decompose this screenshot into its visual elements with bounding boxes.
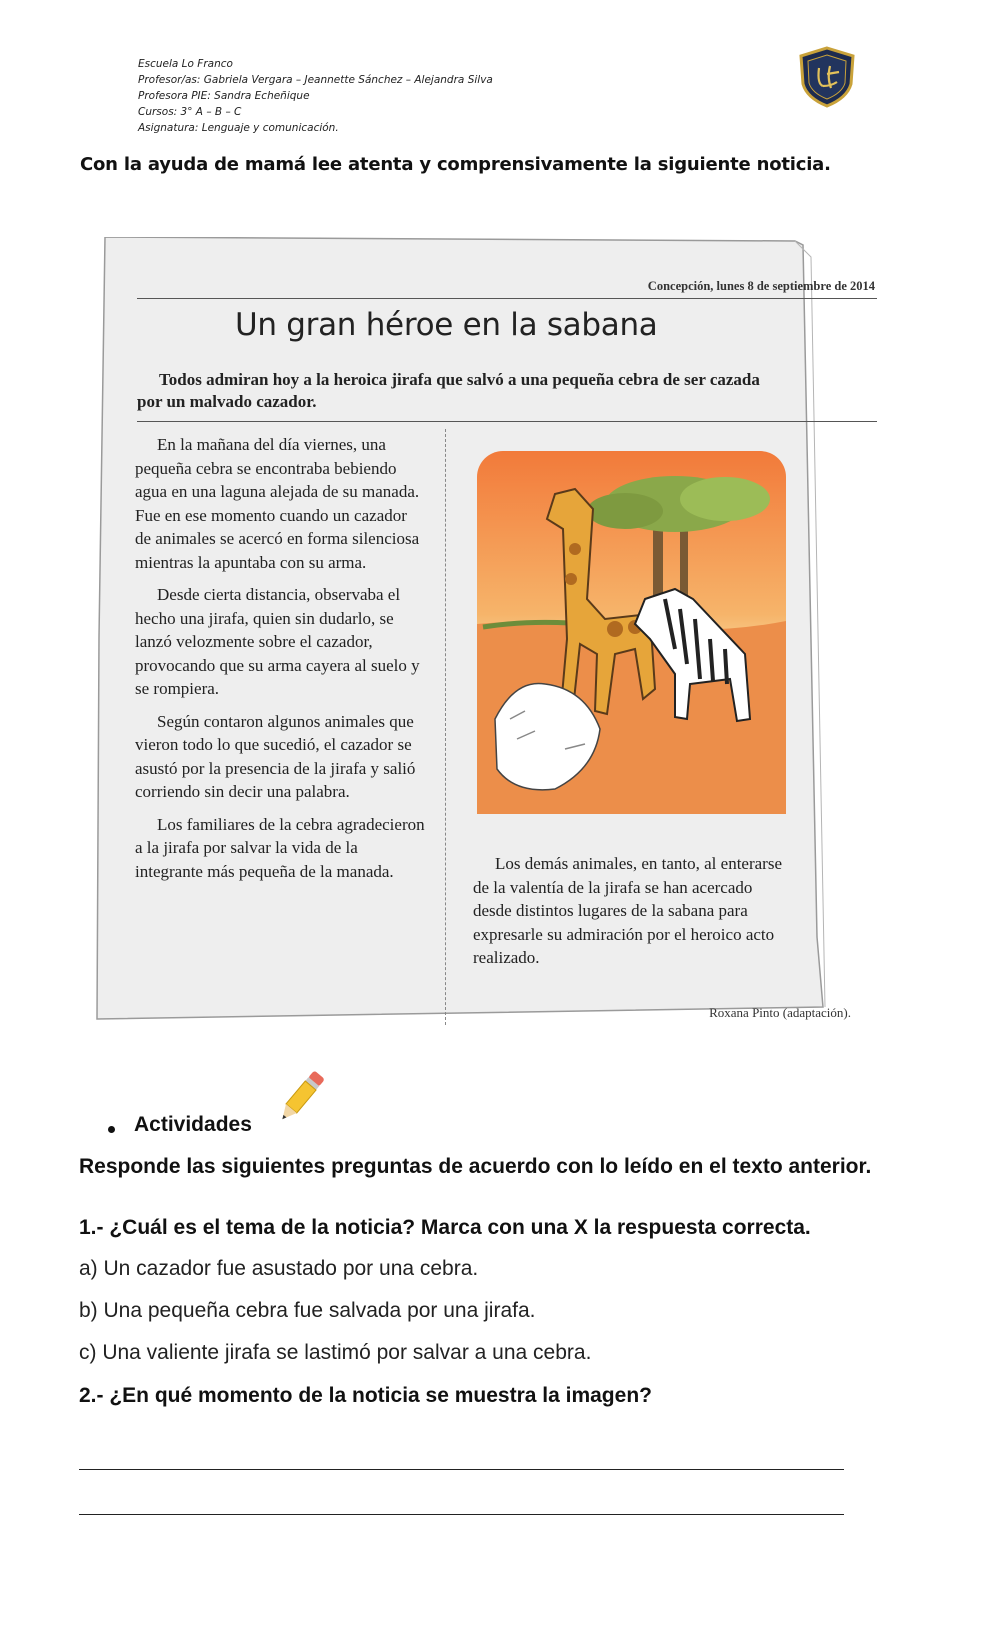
article-paragraph: En la mañana del día viernes, una pequeña cebra se encontraba bebiendo agua en una laguna alejada de su manada. Fue en ese momento cuando un cazador de animales se acercó en forma silenciosa mientras la apuntaba con su arma. <box>135 435 420 572</box>
article-date: Concepción, lunes 8 de septiembre de 2014 <box>647 279 875 293</box>
questions-intro: Responde las siguientes preguntas de acuerdo con lo leído en el texto anterior. <box>79 1155 872 1178</box>
activities-title: Actividades <box>134 1113 252 1136</box>
giraffe-zebra-savanna-illustration <box>475 449 788 816</box>
bullet-point <box>108 1126 115 1133</box>
pie-teacher-line: Profesora PIE: Sandra Echeñique <box>138 90 310 102</box>
question-2: 2.- ¿En qué momento de la noticia se muestra la imagen? <box>79 1384 652 1407</box>
divider <box>137 421 877 422</box>
article-lead: Todos admiran hoy a la heroica jirafa que salvó a una pequeña cebra de ser cazada por un malvado cazador. <box>137 370 760 411</box>
answer-line[interactable] <box>79 1469 844 1470</box>
pencil-icon <box>270 1066 332 1128</box>
article-paragraph: Según contaron algunos animales que vieron todo lo que sucedió, el cazador se asustó por la presencia de la jirafa y salió corriendo sin decir una palabra. <box>135 711 416 801</box>
newspaper-clipping <box>95 237 875 1059</box>
school-header <box>138 56 493 136</box>
option-b[interactable]: b) Una pequeña cebra fue salvada por una jirafa. <box>79 1299 536 1322</box>
courses-line: Cursos: 3° A – B – C <box>138 106 242 118</box>
question-1: 1.- ¿Cuál es el tema de la noticia? Marca con una X la respuesta correcta. <box>79 1216 811 1239</box>
article-headline: Un gran héroe en la sabana <box>235 307 658 343</box>
school-name: Escuela Lo Franco <box>138 58 233 70</box>
article-paragraph: Los familiares de la cebra agradecieron a la jirafa por salvar la vida de la integrante más pequeña de la manada. <box>135 814 425 881</box>
article-paragraph: Desde cierta distancia, observaba el hecho una jirafa, quien sin dudarlo, se lanzó velozmente sobre el cazador, provocando que su arma cayera al suelo y se rompiera. <box>135 585 420 698</box>
subject-line: Asignatura: Lenguaje y comunicación. <box>138 122 339 134</box>
reading-instruction: Con la ayuda de mamá lee atenta y comprensivamente la siguiente noticia. <box>80 154 831 175</box>
article-right-column <box>473 852 783 970</box>
article-left-column <box>135 433 425 892</box>
article-paragraph: Los demás animales, en tanto, al enterarse de la valentía de la jirafa se han acercado desde distintos lugares de la sabana para expresarle su admiración por el heroico acto realizado. <box>473 854 782 967</box>
column-divider <box>445 429 446 1025</box>
divider <box>137 298 877 299</box>
school-crest-logo <box>797 46 857 108</box>
option-c[interactable]: c) Una valiente jirafa se lastimó por salvar a una cebra. <box>79 1341 592 1364</box>
option-a[interactable]: a) Un cazador fue asustado por una cebra. <box>79 1257 479 1280</box>
article-author: Roxana Pinto (adaptación). <box>709 1005 851 1020</box>
teachers-line: Profesor/as: Gabriela Vergara – Jeannette Sánchez – Alejandra Silva <box>138 74 493 86</box>
answer-line[interactable] <box>79 1514 844 1515</box>
